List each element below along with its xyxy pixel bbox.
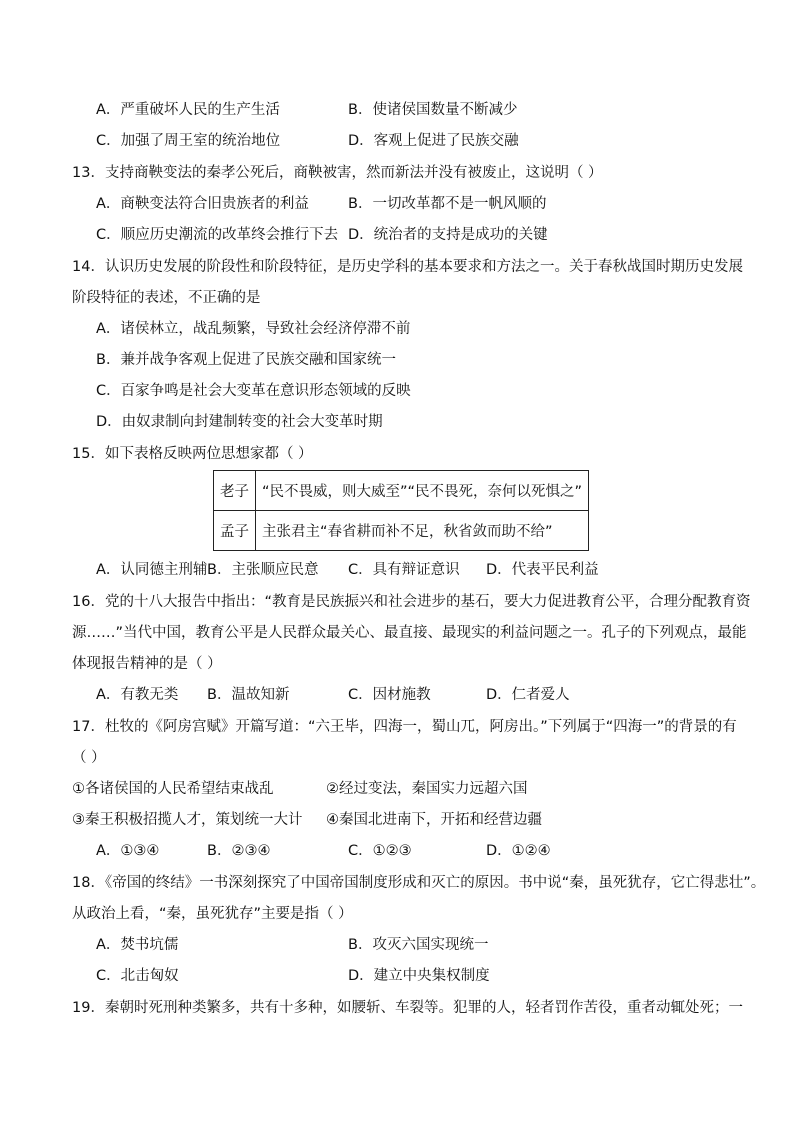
q17-option-a: A．①③④ — [96, 843, 160, 859]
q16-option-c: C．因材施教 — [348, 687, 431, 703]
q13-stem: 13．支持商鞅变法的秦孝公死后，商鞅被害，然而新法并没有被废止，这说明（ ） — [72, 165, 603, 181]
q15-table — [213, 470, 589, 551]
q14-option-c: C．百家争鸣是社会大变革在意识形态领域的反映 — [96, 383, 411, 399]
q13-option-c: C．顺应历史潮流的改革终会推行下去 — [96, 227, 339, 243]
q17-stem-line1: 17．杜牧的《阿房宫赋》开篇写道：“六王毕，四海一，蜀山兀，阿房出。”下列属于“四海一”的背景的有 — [72, 719, 737, 735]
q16-option-d: D．仁者爱人 — [486, 687, 570, 703]
q17-statement-1: ①各诸侯国的人民希望结束战乱 — [72, 781, 274, 797]
q16-stem-line1: 16．党的十八大报告中指出：“教育是民族振兴和社会进步的基石，要大力促进教育公平，合理分配教育资 — [72, 594, 751, 610]
q18-option-c: C．北击匈奴 — [96, 968, 179, 984]
q18-option-a: A．焚书坑儒 — [96, 937, 179, 953]
table-cell-name: 老子 — [214, 471, 256, 511]
q17-option-c: C．①②③ — [348, 843, 412, 859]
q16-option-b: B．温故知新 — [207, 687, 290, 703]
q16-stem-line3: 体现报告精神的是（ ） — [72, 656, 222, 672]
table-row — [214, 511, 589, 551]
q13-option-d: D．统治者的支持是成功的关键 — [348, 227, 548, 243]
table-cell-text: 主张君主“春省耕而补不足，秋省敛而助不给” — [256, 511, 589, 551]
q15-option-a: A．认同德主刑辅 — [96, 562, 208, 578]
q14-stem-line1: 14．认识历史发展的阶段性和阶段特征，是历史学科的基本要求和方法之一。关于春秋战国时期历史发展 — [72, 259, 743, 275]
q12-option-a: A．严重破坏人民的生产生活 — [96, 102, 280, 118]
q17-statement-4: ④秦国北进南下，开拓和经营边疆 — [326, 812, 542, 828]
q15-option-c: C．具有辩证意识 — [348, 562, 460, 578]
q18-option-b: B．攻灭六国实现统一 — [348, 937, 489, 953]
q17-option-b: B．②③④ — [207, 843, 271, 859]
table-cell-text: “民不畏威，则大威至”“民不畏死，奈何以死惧之” — [256, 471, 589, 511]
q14-stem-line2: 阶段特征的表述，不正确的是 — [72, 290, 261, 306]
q14-option-b: B．兼并战争客观上促进了民族交融和国家统一 — [96, 352, 396, 368]
q15-option-b: B．主张顺应民意 — [207, 562, 319, 578]
q17-statement-3: ③秦王积极招揽人才，策划统一大计 — [72, 812, 303, 828]
q17-stem-line2: （ ） — [72, 750, 106, 766]
q13-option-a: A．商鞅变法符合旧贵族者的利益 — [96, 196, 309, 212]
q16-stem-line2: 源……”当代中国，教育公平是人民群众最关心、最直接、最现实的利益问题之一。孔子的下列观点，最能 — [72, 625, 747, 641]
q12-option-d: D．客观上促进了民族交融 — [348, 133, 519, 149]
q14-option-a: A．诸侯林立，战乱频繁，导致社会经济停滞不前 — [96, 321, 411, 337]
q18-stem-line2: 从政治上看，“秦，虽死犹存”主要是指（ ） — [72, 906, 353, 922]
q18-option-d: D．建立中央集权制度 — [348, 968, 490, 984]
table-cell-name: 孟子 — [214, 511, 256, 551]
q17-option-d: D．①②④ — [486, 843, 551, 859]
q18-stem-line1: 18．《帝国的终结》一书深刻探究了中国帝国制度形成和灭亡的原因。书中说“秦，虽死犹存，它亡得悲壮”。 — [72, 875, 766, 891]
q12-option-c: C．加强了周王室的统治地位 — [96, 133, 281, 149]
table-row — [214, 471, 589, 511]
q13-option-b: B．一切改革都不是一帆风顺的 — [348, 196, 547, 212]
q17-statement-2: ②经过变法，秦国实力远超六国 — [326, 781, 528, 797]
q16-option-a: A．有教无类 — [96, 687, 179, 703]
q15-stem: 15．如下表格反映两位思想家都（ ） — [72, 446, 313, 462]
q14-option-d: D．由奴隶制向封建制转变的社会大变革时期 — [96, 414, 383, 430]
q15-option-d: D．代表平民利益 — [486, 562, 599, 578]
q12-option-b: B．使诸侯国数量不断减少 — [348, 102, 518, 118]
q19-stem-line1: 19．秦朝时死刑种类繁多，共有十多种，如腰斩、车裂等。犯罪的人，轻者罚作苦役，重者动辄处死；一 — [72, 1000, 743, 1016]
